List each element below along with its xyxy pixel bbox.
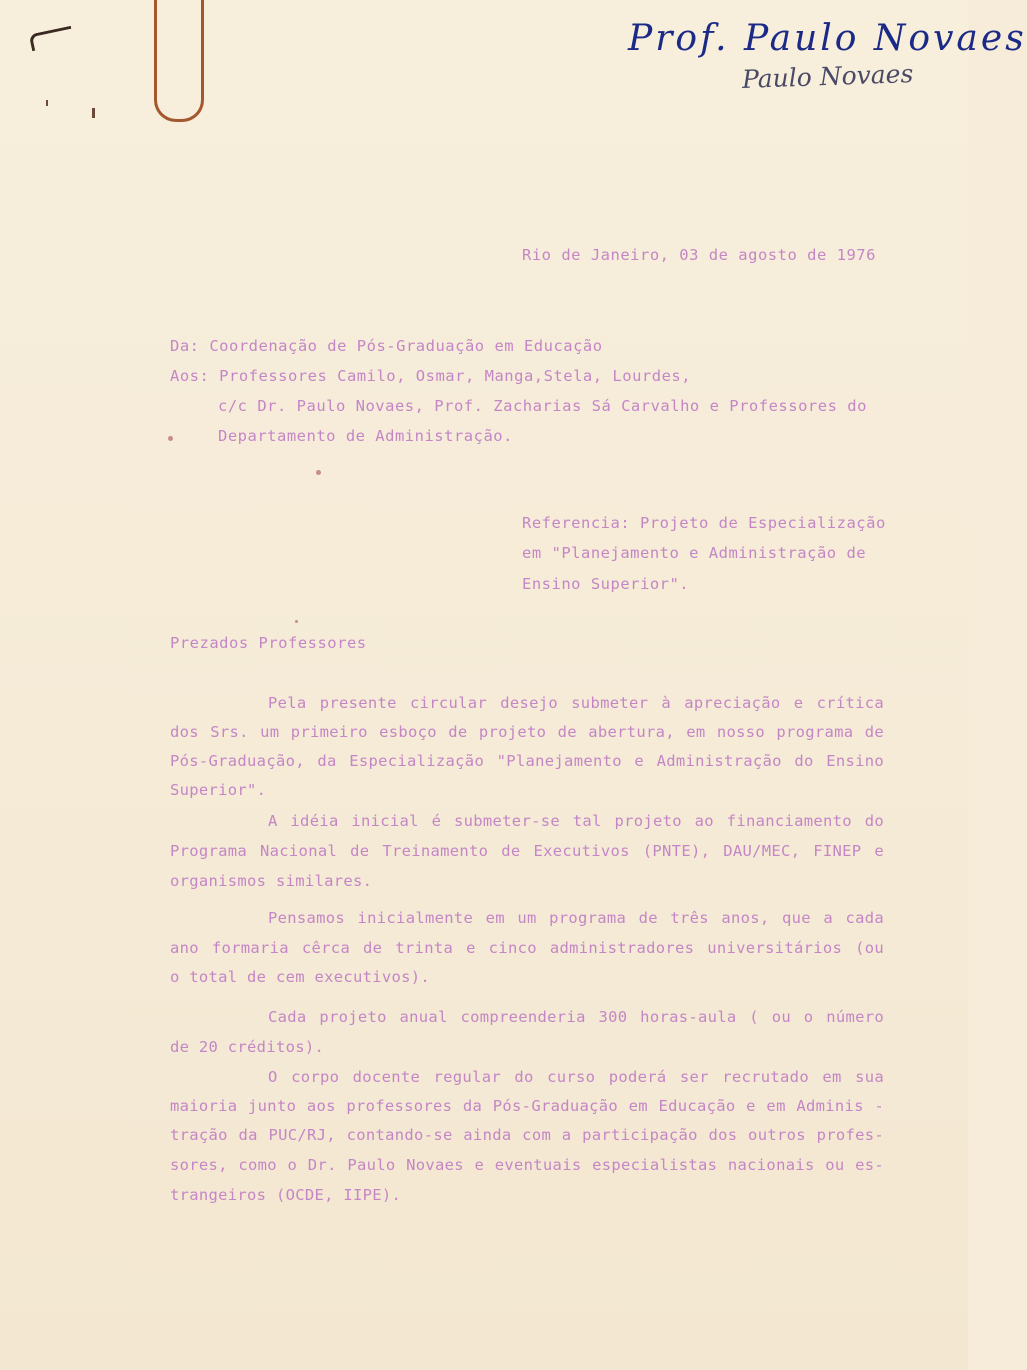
body-line: Pensamos inicialmente em um programa de três anos, que a cada [268,909,884,927]
body-line: tração da PUC/RJ, contando-se ainda com a participação dos outros profes- [170,1126,884,1144]
body-line: ano formaria cêrca de trinta e cinco administradores universitários (ou [170,939,884,957]
pencil-name-note: Paulo Novaes [741,59,914,94]
body-line: Pela presente circular desejo submeter à apreciação e crítica [268,694,884,712]
body-line: Superior". [170,781,267,799]
body-line: Pós-Graduação, da Especialização "Planejamento e Administração do Ensino [170,752,884,770]
body-line: dos Srs. um primeiro esboço de projeto de abertura, em nosso programa de [170,723,884,741]
ink-mark [46,100,48,106]
paper-fold-mark [154,0,204,122]
stain-dot [316,470,321,475]
body-line: de 20 créditos). [170,1038,325,1056]
body-line: Programa Nacional de Treinamento de Executivos (PNTE), DAU/MEC, FINEP e [170,842,884,860]
body-line: O corpo docente regular do curso poderá ser recrutado em sua [268,1068,884,1086]
stain-dot [295,620,298,623]
handwritten-signature: Prof. Paulo Novaes [628,18,1027,59]
body-line: o total de cem executivos). [170,968,431,986]
cc-line: c/c Dr. Paulo Novaes, Prof. Zacharias Sá Carvalho e Professores do [218,397,867,415]
paperclip-icon [29,26,75,52]
to-line: Aos: Professores Camilo, Osmar, Manga,Stela, Lourdes, [170,367,692,385]
body-line: maioria junto aos professores da Pós-Graduação em Educação e em Adminis - [170,1097,884,1115]
cc-line: Departamento de Administração. [218,427,513,445]
body-line: A idéia inicial é submeter-se tal projeto ao financiamento do [268,812,884,830]
reference-line: em "Planejamento e Administração de [522,544,867,562]
body-line: sores, como o Dr. Paulo Novaes e eventuais especialistas nacionais ou es- [170,1156,884,1174]
stain-dot [168,436,173,441]
ink-mark [92,108,95,118]
from-line: Da: Coordenação de Pós-Graduação em Educação [170,337,603,355]
salutation: Prezados Professores [170,634,367,652]
body-line: organismos similares. [170,872,373,890]
reference-line: Referencia: Projeto de Especialização [522,514,886,532]
body-line: trangeiros (OCDE, IIPE). [170,1186,402,1204]
reference-line: Ensino Superior". [522,575,690,593]
date-line: Rio de Janeiro, 03 de agosto de 1976 [522,246,876,264]
body-line: Cada projeto anual compreenderia 300 horas-aula ( ou o número [268,1008,884,1026]
